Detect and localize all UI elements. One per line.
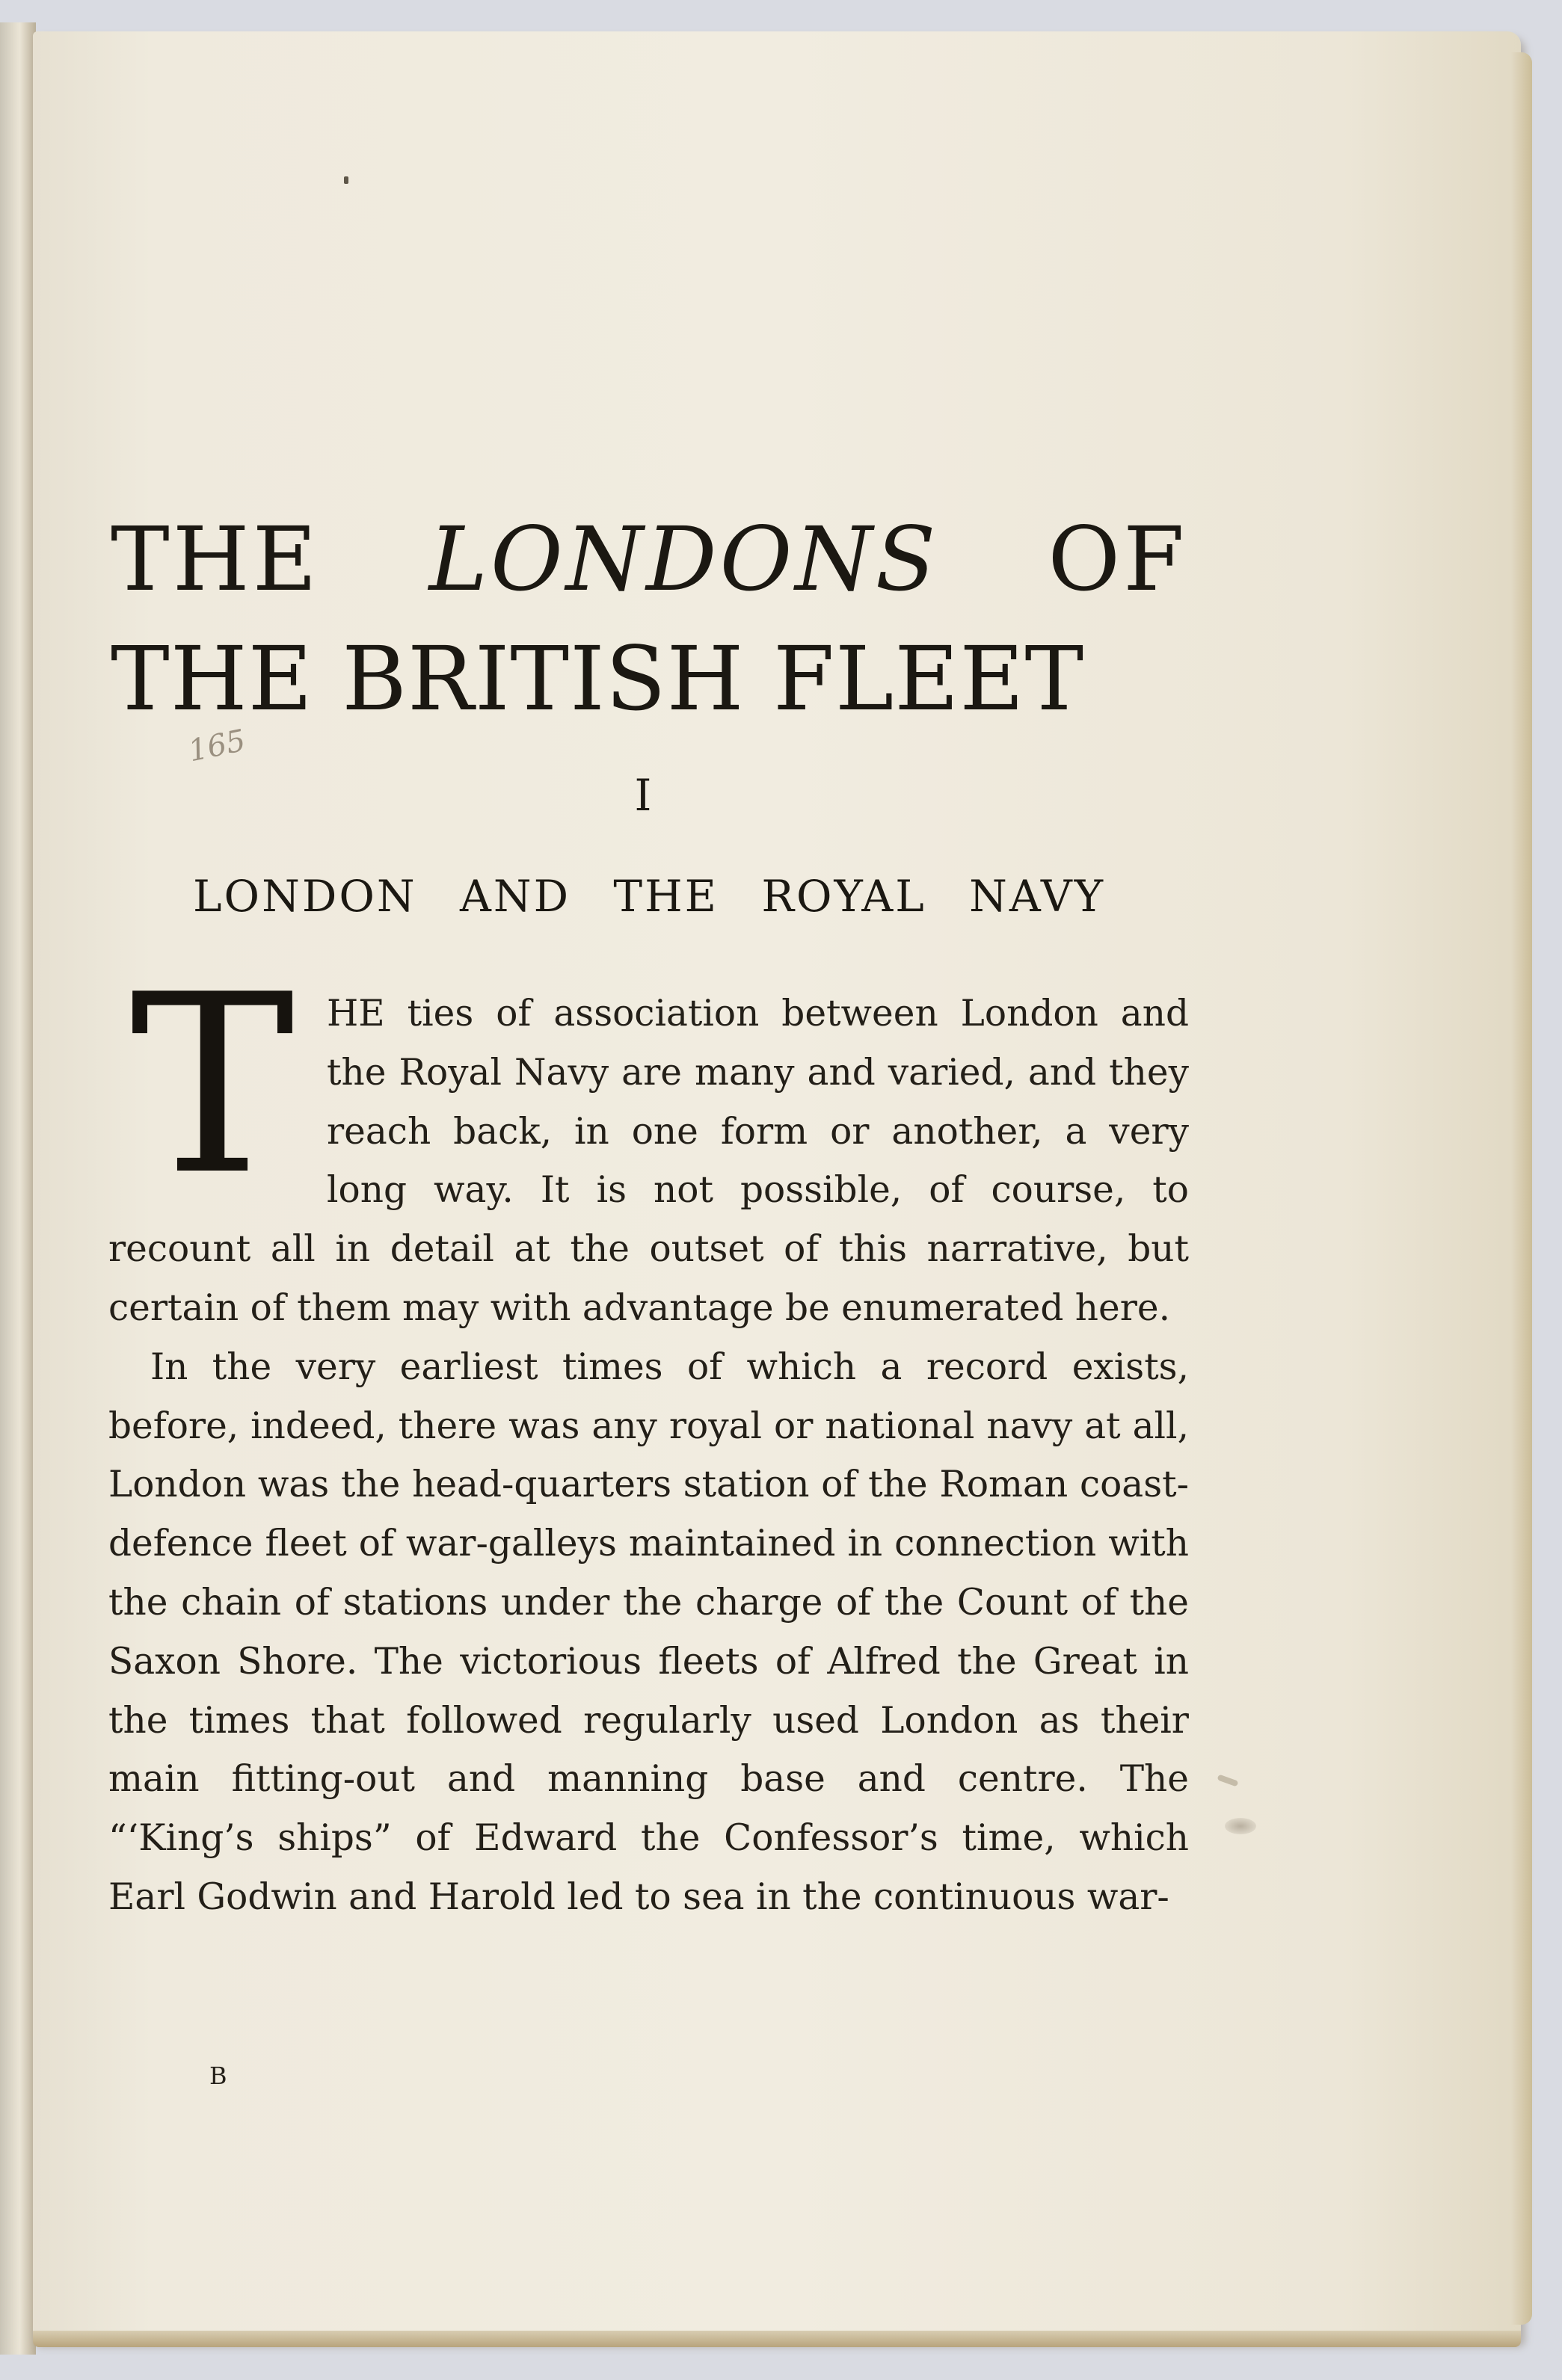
paragraph-2: In the very earliest times of which a record exists, before, indeed, there was any royal or national navy at all, London was the head-quarters station of the Roman coast-defence fleet of war-galleys maintained in connection with the chain of stations under the charge of the Count of the Saxon Shore. The victorious fleets of Alfred the Great in the times that followed regularly used London as their main fitting-out and manning base and centre. The “‘King’s ships” of Edward the Confessor’s time, which Earl Godwin and Harold led to sea in the continuous war- (108, 1345, 1189, 1918)
page-fore-edge (1511, 52, 1532, 2325)
book-title (111, 499, 1187, 739)
chapter-number: I (634, 770, 652, 821)
title-word-londons: LONDONS (428, 508, 939, 611)
pencil-annotation: 165 (185, 723, 249, 769)
title-line-2: THE BRITISH FLEET (111, 627, 1085, 730)
body-text (108, 942, 1189, 1927)
page-bottom-edge (33, 2331, 1521, 2347)
margin-smudge (1225, 1818, 1256, 1834)
chapter-title: LONDON AND THE ROYAL NAVY (193, 871, 1105, 922)
paragraph-1: HE ties of association between London and the Royal Navy are many and varied, and they reach back, in one form or another, a very long way. It is not possible, of course, to recount all in detail at the outset of this narrative, but certain of them may with advantage be enumerated here. (108, 993, 1189, 1329)
signature-mark: B (209, 2062, 227, 2090)
drop-cap: T (129, 942, 295, 1229)
ink-speck (344, 176, 348, 184)
title-line-1 (111, 499, 1187, 619)
title-word-of: OF (1048, 508, 1187, 611)
facing-page-edge (0, 22, 36, 2355)
title-word-the: THE (111, 508, 320, 611)
